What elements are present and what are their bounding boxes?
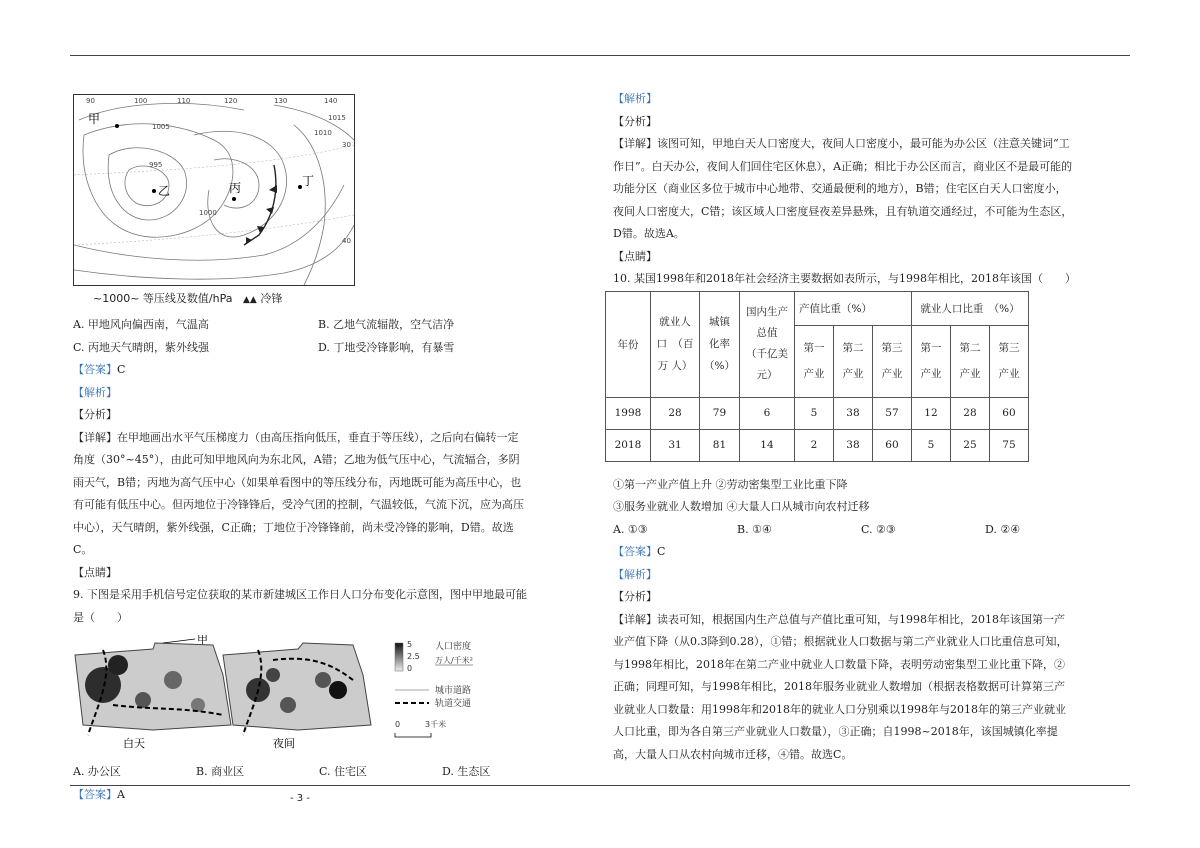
q10-option-a[interactable]: A. ①③ xyxy=(613,522,648,536)
lon-120: 120 xyxy=(224,97,238,105)
map-legend: ~1000~ 等压线及数值/hPa ▲▲ 冷锋 xyxy=(93,292,283,305)
legend-cold-front: 冷锋 xyxy=(260,292,283,305)
th-year: 年份 xyxy=(606,291,651,397)
th-output-second: 第二 产业 xyxy=(833,325,872,397)
q9-fenxi: 【分析】 xyxy=(613,114,657,128)
q10-options xyxy=(613,519,1073,542)
isobar-chart xyxy=(74,95,354,285)
q10-jiexi: 【解析】 xyxy=(613,567,657,581)
lat-30: 30 xyxy=(342,141,351,149)
lon-100: 100 xyxy=(134,97,148,105)
iso-995: 995 xyxy=(149,161,163,169)
q8-option-a[interactable]: A. 甲地风向偏西南，气温高 xyxy=(73,318,209,331)
legend-isobar: ~1000~ 等压线及数值/hPa xyxy=(93,292,233,305)
q9-dianjing: 【点睛】 xyxy=(613,249,657,263)
q10-answer: 【答案】C xyxy=(613,545,666,558)
lat-40: 40 xyxy=(342,237,351,245)
iso-1005: 1005 xyxy=(152,123,170,131)
left-column xyxy=(73,88,528,806)
q8-options-row1 xyxy=(73,314,528,337)
map-label-ding: 丁 xyxy=(302,174,315,188)
scalebar-3: 3千米 xyxy=(425,720,447,729)
iso-1010: 1010 xyxy=(314,129,332,137)
density-label: 人口密度 xyxy=(435,642,472,652)
q9-option-d[interactable]: D. 生态区 xyxy=(442,765,491,778)
day-map xyxy=(75,643,231,735)
th-gdp: 国内生产 总值 （千亿美 元） xyxy=(739,291,794,397)
q10-option-d[interactable]: D. ②④ xyxy=(985,522,1021,536)
th-emp-second: 第二 产业 xyxy=(950,325,989,397)
fig-label-day: 白天 xyxy=(123,737,145,750)
legend-rail: 轨道交通 xyxy=(435,699,472,709)
q8-detail: 【详解】在甲地画出水平气压梯度力（由高压指向低压，垂直于等压线），之后向右偏转一定角度（30°~45°），由此可知甲地风向为东北风，A错；乙地为低气压中心，气流辐合，多阴雨天气，B错；丙地为高气压中心（如果单看图中的等压线分布，丙地既可能为高压中心，也有可能有低压中心。但丙地位于冷锋锋后，受冷气团的控制，气温较低，气流下沉，应为高压中心），天气晴朗，紫外线强，C正确；丁地位于冷锋锋前，尚未受冷锋的影响，D错。故选C。 xyxy=(73,430,524,556)
q8-fenxi: 【分析】 xyxy=(73,408,117,421)
q9-answer: 【答案】A xyxy=(73,787,125,801)
q10-stem: 10. 某国1998年和2018年社会经济主要数据如表所示，与1998年相比，2018年该国（ ） xyxy=(613,272,1076,285)
isobar-map xyxy=(73,94,355,286)
iso-1015: 1015 xyxy=(328,114,346,122)
th-output-first: 第一 产业 xyxy=(794,325,833,397)
map-label-yi: 乙 xyxy=(158,184,171,198)
right-column xyxy=(613,88,1076,766)
th-output-third: 第三 产业 xyxy=(872,325,911,397)
q9-options xyxy=(73,761,528,784)
scalebar-0: 0 xyxy=(395,720,401,729)
q8-option-c[interactable]: C. 丙地天气晴朗，紫外线强 xyxy=(73,340,210,354)
q9-stem: 9. 下图是采用手机信号定位获取的某市新建城区工作日人口分布变化示意图，图中甲地最可能是（ ） xyxy=(73,588,527,624)
night-map xyxy=(223,643,371,735)
q9-detail: 【详解】该图可知，甲地白天人口密度大，夜间人口密度小，最可能为办公区（注意关键词“工作日”。白天办公，夜间人们回住宅区休息），A正确；相比于办公区而言，商业区不是最可能的功能分区（商业区多位于城市中心地带、交通最便利的地方），B错；住宅区白天人口密度小，夜间人口密度大，C错；该区域人口密度昼夜差异悬殊，且有轨道交通经过，不可能为生态区，D错。故选A。 xyxy=(613,137,1073,240)
map-label-jia: 甲 xyxy=(88,112,101,126)
th-employment-share: 就业人口比重 （%） xyxy=(911,291,1028,325)
th-output-share: 产值比重（%） xyxy=(794,291,911,325)
legend-road: 城市道路 xyxy=(435,686,472,696)
lon-130: 130 xyxy=(274,97,288,105)
q8-jiexi: 【解析】 xyxy=(73,385,117,399)
fig-label-jia: 甲 xyxy=(197,635,208,646)
lon-140: 140 xyxy=(324,97,338,105)
table-row: 2018 31 81 14 2 38 60 5 25 75 xyxy=(606,429,1029,461)
q8-option-d[interactable]: D. 丁地受冷锋影响，有暴雪 xyxy=(318,340,455,354)
q9-option-a[interactable]: A. 办公区 xyxy=(73,765,121,778)
density-scale xyxy=(395,643,403,671)
scale-0: 0 xyxy=(407,664,413,673)
q9-jiexi: 【解析】 xyxy=(613,92,657,105)
q10-option-c[interactable]: C. ②③ xyxy=(861,522,896,536)
scale-5: 5 xyxy=(407,640,413,649)
q10-detail: 【详解】读表可知，根据国内生产总值与产值比重可知，与1998年相比，2018年该国第一产业产值下降（从0.3降到0.28），①错；根据就业人口数据与第二产业就业人口比重信息可知，与1998年相比，2018年在第二产业中就业人口数量下降，表明劳动密集型工业比重下降，②正确；同理可知，与1998年相比，2018年服务业就业人数增加（根据表格数据可计算第三产业就业人口数量：用1998年和2018年的就业人口分别乘以1998年与2018年的第三产业就业人口比重，即为各自第三产业就业人口数量），③正确；自1998~2018年，该国城镇化率提高，大量人口从农村向城市迁移，④错。故选C。 xyxy=(613,612,1068,761)
q10-statements-2: ③服务业就业人数增加 ④大量人口从城市向农村迁移 xyxy=(613,500,870,513)
table-row: 1998 28 79 6 5 38 57 12 28 60 xyxy=(606,397,1029,429)
page-number: - 3 - xyxy=(290,793,310,804)
q10-statements-1: ①第一产业产值上升 ②劳动密集型工业比重下降 xyxy=(613,477,848,491)
th-emp-third: 第三 产业 xyxy=(989,325,1028,397)
th-employment: 就业人 口 （百 万 人） xyxy=(651,291,700,397)
th-emp-first: 第一 产业 xyxy=(911,325,950,397)
q10-fenxi: 【分析】 xyxy=(613,590,657,603)
q8-options-row2 xyxy=(73,337,528,360)
q9-option-b[interactable]: B. 商业区 xyxy=(196,765,245,778)
q9-option-c[interactable]: C. 住宅区 xyxy=(319,765,368,778)
scale-25: 2.5 xyxy=(407,652,420,661)
q8-answer: 【答案】C xyxy=(73,363,126,376)
iso-1000: 1000 xyxy=(199,209,217,217)
map-label-bing: 丙 xyxy=(229,181,242,195)
fig-label-night: 夜间 xyxy=(273,737,295,750)
th-urbanization: 城镇 化率 （%） xyxy=(700,291,740,397)
q10-option-b[interactable]: B. ①④ xyxy=(737,522,772,536)
q8-dianjing: 【点睛】 xyxy=(73,565,117,579)
q8-option-b[interactable]: B. 乙地气流辐散，空气洁净 xyxy=(318,318,455,331)
lon-90: 90 xyxy=(86,97,95,105)
lon-110: 110 xyxy=(177,97,191,105)
density-unit: 万人/千米² xyxy=(435,656,473,665)
header-rule xyxy=(70,55,1130,56)
population-density-figure xyxy=(73,635,528,755)
economy-table xyxy=(605,291,1029,462)
